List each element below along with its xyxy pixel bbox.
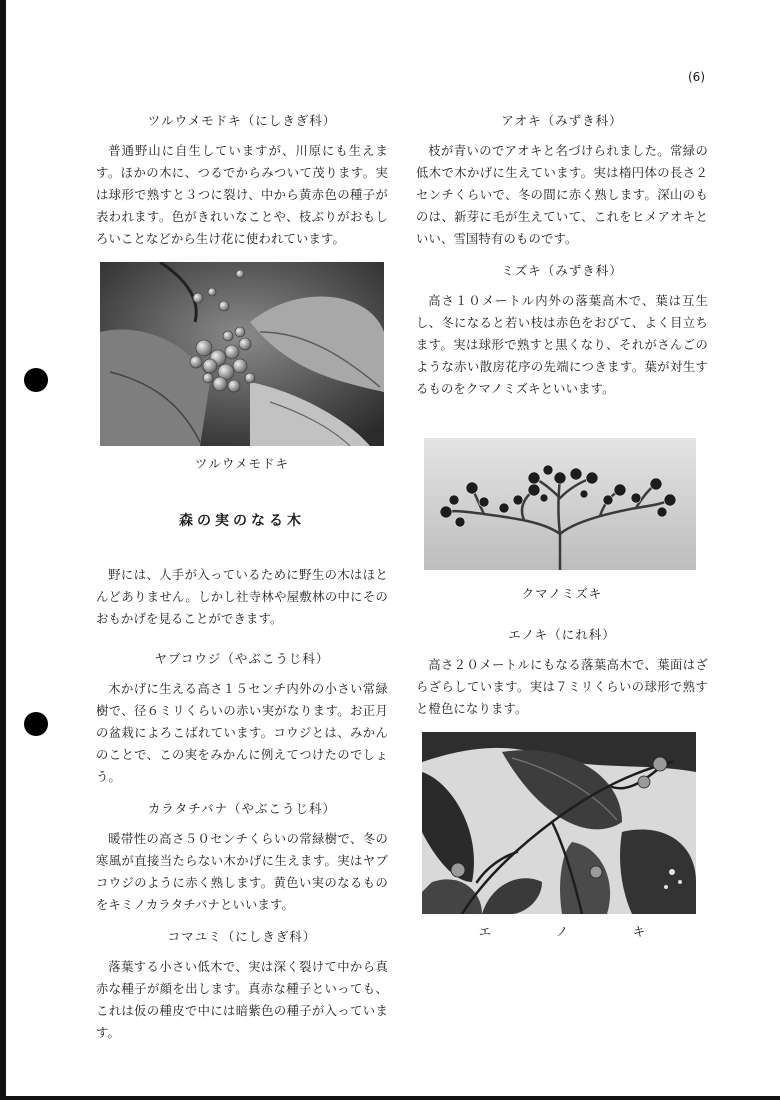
- scan-edge-left: [0, 0, 6, 1100]
- karatachibana-text: 暖帯性の高さ５０センチくらいの常緑樹で、冬の寒風が直接当たらない木かげに生えます。実はヤブコウジのように赤く熟します。黄色い実のなるものをキミノカラタチバナといいます。: [96, 832, 388, 912]
- enoki-caption: エ ノ キ: [478, 924, 672, 939]
- kumanomizuki-caption: クマノミズキ: [521, 586, 603, 601]
- aoki-heading: アオキ（みずき科）: [501, 113, 623, 128]
- right-column: [416, 112, 708, 940]
- kumanomizuki-photo: [424, 438, 696, 570]
- yabukouji-heading: ヤブコウジ（やぶこうじ科）: [154, 651, 330, 666]
- punch-hole-top: [24, 368, 48, 392]
- enoki-photo: [422, 732, 696, 914]
- mizuki-heading: ミズキ（みずき科）: [501, 263, 623, 278]
- mizuki-text: 高さ１０メートル内外の落葉高木で、葉は互生し、冬になると若い枝は赤色をおびて、よく目立ちます。実は球形で熟すと黒くなり、それがさんごのような赤い散房花序の先端につきます。葉が対生するものをクマノミズキといいます。: [416, 294, 708, 396]
- tsuruumemodoki-caption: ツルウメモドキ: [194, 456, 290, 471]
- tsuruumemodoki-text: 普通野山に自生していますが、川原にも生えます。ほかの木に、つるでからみついて茂ります。実は球形で熟すと３つに裂け、中から黄赤色の種子が表われます。色がきれいなことや、枝ぶりがおもしろいことなどから生け花に使われています。: [96, 144, 388, 246]
- aoki-text: 枝が青いのでアオキと名づけられました。常緑の低木で木かげに生えています。実は楕円体の長さ２センチくらいで、冬の間に赤く熟します。深山のものは、新芽に毛が生えていて、これをヒメアオキといい、雪国特有のものです。: [416, 144, 708, 246]
- tsuruumemodoki-photo: [100, 262, 384, 446]
- komayumi-text: 落葉する小さい低木で、実は深く裂けて中から真赤な種子が顔を出します。真赤な種子といっても、これは仮の種皮で中には暗紫色の種子が入っています。: [96, 960, 388, 1040]
- enoki-text: 高さ２０メートルにもなる落葉高木で、葉面はざらざらしています。実は７ミリくらいの球形で熟すと橙色になります。: [416, 658, 708, 716]
- komayumi-heading: コマユミ（にしきぎ科）: [167, 929, 317, 944]
- page-number: (6): [688, 70, 705, 84]
- yabukouji-text: 木かげに生える高さ１５センチ内外の小さい常緑樹で、径６ミリくらいの赤い実がなります。お正月の盆栽によろこばれています。コウジとは、みかんのことで、この実をみかんに例えてつけたのでしょう。: [96, 682, 388, 784]
- enoki-heading: エノキ（にれ科）: [508, 627, 616, 642]
- left-column: [96, 112, 388, 1056]
- intro-text: 野には、人手が入っているために野生の木はほとんどありません。しかし社寺林や屋敷林の中にそのおもかげを見ることができます。: [96, 568, 388, 626]
- scan-edge-bottom: [0, 1096, 780, 1100]
- section-title: 森の実のなる木: [179, 513, 305, 529]
- karatachibana-heading: カラタチバナ（やぶこうじ科）: [147, 801, 337, 816]
- tsuruumemodoki-heading: ツルウメモドキ（にしきぎ科）: [147, 113, 337, 128]
- punch-hole-bottom: [24, 712, 48, 736]
